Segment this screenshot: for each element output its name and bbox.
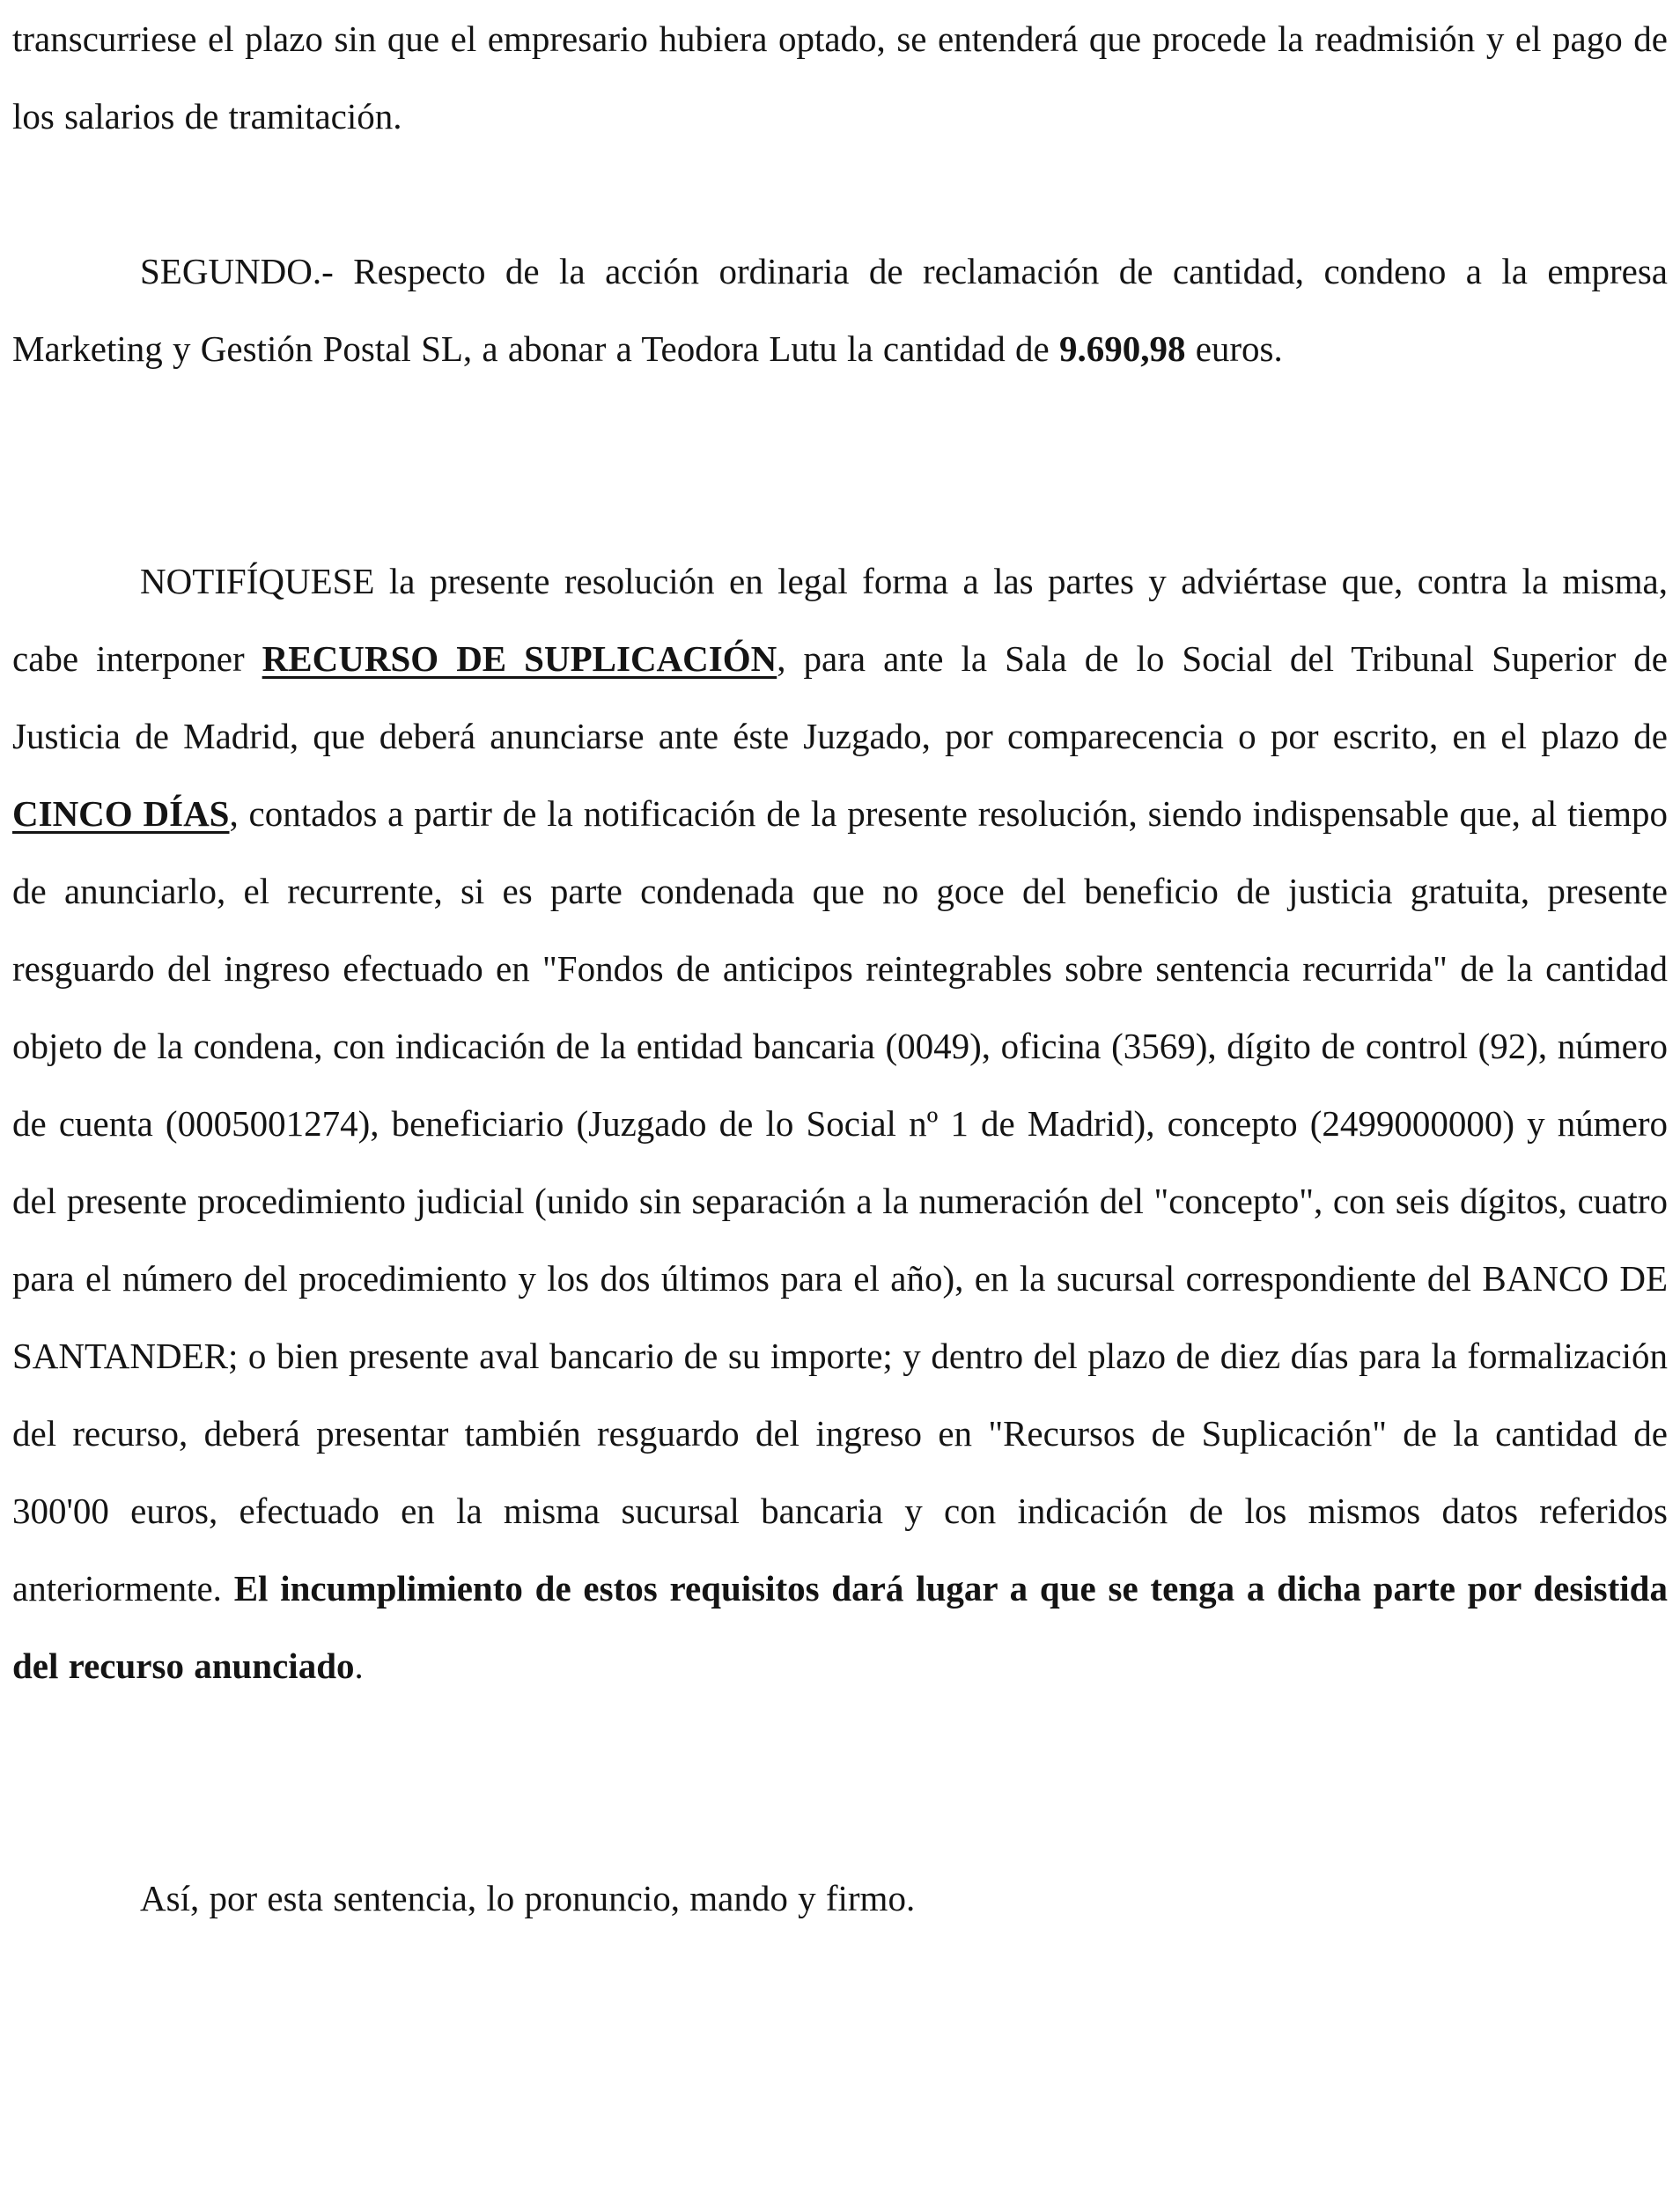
paragraph-readmision <box>12 0 1668 155</box>
segundo-text: SEGUNDO.- Respecto de la acción ordinaria de reclamación de cantidad, condeno a la empresa Marketing y Gestión Postal SL, a abonar a Teodora Lutu la cantidad de <box>12 251 1668 369</box>
segundo-text-end: euros. <box>1185 328 1283 369</box>
incumplimiento-warning: El incumplimiento de estos requisitos dará lugar a que se tenga a dicha parte por desistida del recurso anunciado <box>12 1568 1668 1686</box>
cinco-dias: CINCO DÍAS <box>12 793 230 834</box>
closing-text: Así, por esta sentencia, lo pronuncio, mando y firmo. <box>140 1878 916 1918</box>
condena-amount: 9.690,98 <box>1058 328 1186 369</box>
paragraph-segundo <box>12 232 1668 387</box>
readmision-text: transcurriese el plazo sin que el empresario hubiera optado, se entenderá que procede la readmisión y el pago de los salarios de tramitación. <box>12 18 1668 136</box>
notifiquese-text-end: . <box>354 1646 364 1686</box>
recurso-suplicacion: RECURSO DE SUPLICACIÓN <box>262 638 777 679</box>
notifiquese-text: NOTIFÍQUESE la presente resolución en legal forma a las partes y adviértase que, contra la misma, cabe interponer <box>12 561 1668 679</box>
notifiquese-text-2: , para ante la Sala de lo Social del Tribunal Superior de Justicia de Madrid, que deberá anunciarse ante éste Juzgado, por comparecencia o por escrito, en el plazo de <box>12 638 1669 756</box>
document-page <box>12 0 1668 1937</box>
notifiquese-text-3: , contados a partir de la notificación de la presente resolución, siendo indispensable que, al tiempo de anunciarlo, el recurrente, si es parte condenada que no goce del beneficio de justicia gratuita, presente resguardo del ingreso efectuado en "Fondos de anticipos reintegrables sobre sentencia recurrida" de la cantidad objeto de la condena, con indicación de la entidad bancaria (0049), oficina (3569), dígito de control (92), número de cuenta (0005001274), beneficiario (Juzgado de lo Social nº 1 de Madrid), concepto (2499000000) y número del presente procedimiento judicial (unido sin separación a la numeración del "concepto", con seis dígitos, cuatro para el número del procedimiento y los dos últimos para el año), en la sucursal correspondiente del BANCO DE SANTANDER; o bien presente aval bancario de su importe; y dentro del plazo de diez días para la formalización del recurso, deberá presentar también resguardo del ingreso en "Recursos de Suplicación" de la cantidad de 300'00 euros, efectuado en la misma sucursal bancaria y con indicación de los mismos datos referidos anteriormente. <box>12 793 1668 1609</box>
closing-formula <box>12 1859 1668 1937</box>
paragraph-notifiquese <box>12 542 1668 1704</box>
